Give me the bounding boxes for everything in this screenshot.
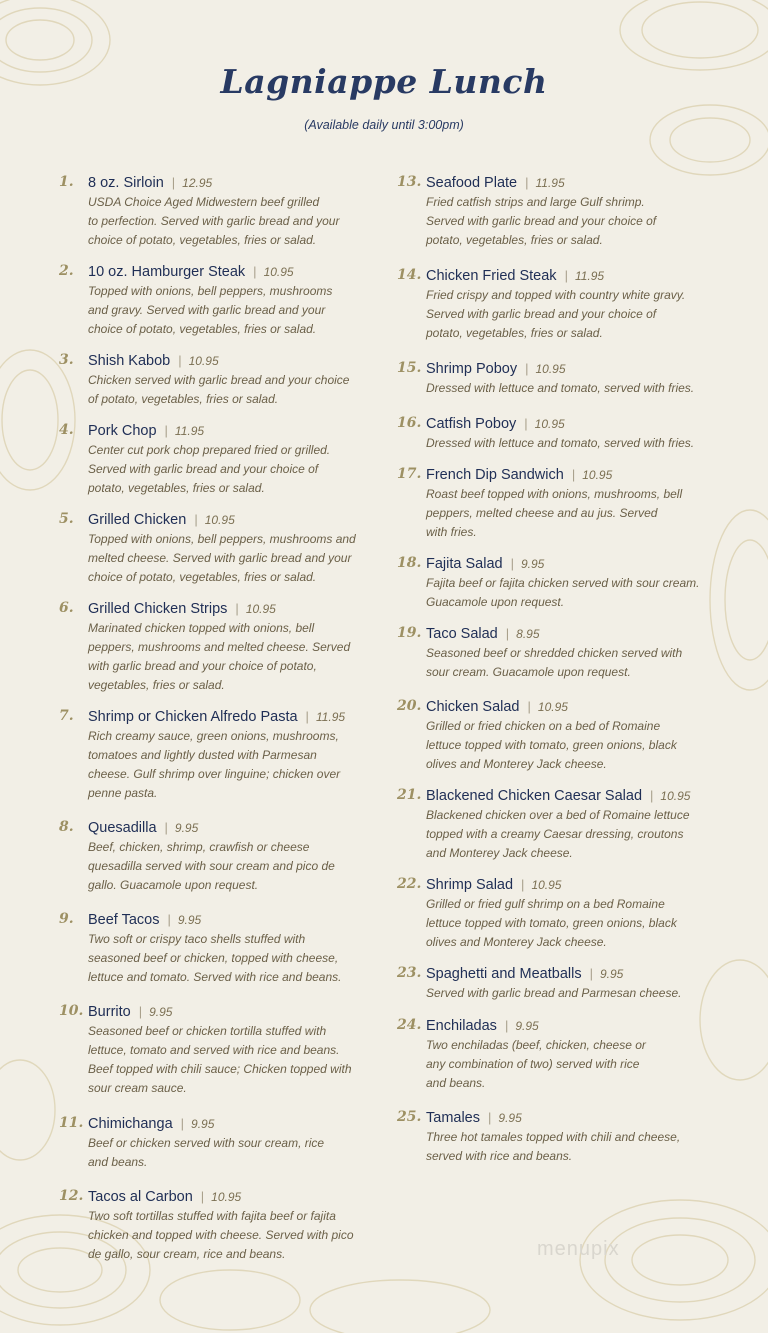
description-line: Roast beef topped with onions, mushrooms, bell: [426, 487, 683, 501]
menu-item: [397, 359, 702, 398]
description-line: USDA Choice Aged Midwestern beef grilled: [88, 195, 320, 209]
item-heading: [426, 786, 702, 806]
price-separator: |: [167, 912, 171, 927]
description-line: any combination of two) served with rice: [426, 1057, 640, 1071]
item-heading: [426, 465, 702, 485]
description-line: choice of potato, vegetables, fries or salad.: [88, 233, 317, 247]
description-line: Topped with onions, bell peppers, mushrooms: [88, 284, 333, 298]
item-heading: [88, 910, 364, 930]
item-description: [88, 727, 364, 803]
description-line: Grilled or fried chicken on a bed of Romaine: [426, 719, 661, 733]
description-line: choice of potato, vegetables, fries or salad.: [88, 322, 317, 336]
item-name: Pork Chop: [88, 423, 157, 439]
description-line: penne pasta.: [88, 786, 158, 800]
item-heading: [88, 1187, 364, 1207]
description-line: olives and Monterey Jack cheese.: [426, 935, 607, 949]
item-name: Burrito: [88, 1004, 131, 1020]
item-price: 10.95: [534, 417, 565, 431]
item-heading: [426, 554, 702, 574]
item-name: Spaghetti and Meatballs: [426, 966, 582, 982]
description-line: Center cut pork chop prepared fried or grilled.: [88, 443, 331, 457]
item-heading: [88, 707, 364, 727]
item-name: Tamales: [426, 1110, 480, 1126]
price-separator: |: [525, 175, 529, 190]
description-line: Guacamole upon request.: [426, 595, 565, 609]
item-number: 18.: [397, 555, 422, 571]
item-description: [426, 379, 702, 398]
description-line: Served with garlic bread and Parmesan cheese.: [426, 986, 682, 1000]
item-number: 25.: [397, 1109, 422, 1125]
item-name: Taco Salad: [426, 626, 498, 642]
item-heading: [88, 1114, 364, 1134]
description-line: lettuce and tomato. Served with rice and beans.: [88, 970, 342, 984]
item-price: 10.95: [531, 878, 562, 892]
item-number: 16.: [397, 415, 422, 431]
description-line: chicken and topped with cheese. Served with pico: [88, 1228, 354, 1242]
description-line: gallo. Guacamole upon request.: [88, 878, 259, 892]
description-line: Served with garlic bread and your choice of: [88, 462, 319, 476]
item-price: 9.95: [515, 1019, 539, 1033]
price-separator: |: [253, 264, 257, 279]
description-line: lettuce topped with tomato, green onions, black: [426, 738, 677, 752]
item-name: Shrimp Poboy: [426, 361, 518, 377]
item-number: 6.: [59, 600, 74, 616]
item-heading: [426, 359, 702, 379]
description-line: served with rice and beans.: [426, 1149, 573, 1163]
description-line: peppers, melted cheese and au jus. Served: [426, 506, 658, 520]
description-line: Marinated chicken topped with onions, bell: [88, 621, 315, 635]
price-separator: |: [650, 788, 654, 803]
menu-item: [397, 414, 702, 453]
menu-item: [59, 173, 364, 250]
description-line: Fajita beef or fajita chicken served with sour cream.: [426, 576, 700, 590]
price-separator: |: [504, 1018, 509, 1033]
price-separator: |: [305, 709, 309, 724]
item-heading: [88, 818, 364, 838]
item-number: 11.: [59, 1115, 84, 1131]
item-number: 5.: [59, 511, 74, 527]
item-description: [88, 282, 364, 339]
item-price: 12.95: [182, 176, 213, 190]
description-line: Two soft or crispy taco shells stuffed with: [88, 932, 306, 946]
item-heading: [88, 173, 364, 193]
description-line: melted cheese. Served with garlic bread and your: [88, 551, 352, 565]
item-name: French Dip Sandwich: [426, 467, 564, 483]
item-heading: [426, 173, 702, 193]
description-line: tomatoes and lightly dusted with Parmesan: [88, 748, 317, 762]
item-heading: [426, 875, 702, 895]
description-line: Beef, chicken, shrimp, crawfish or cheese: [88, 840, 310, 854]
item-description: [88, 619, 364, 695]
item-heading: [426, 1016, 702, 1036]
item-description: [88, 1134, 364, 1172]
item-price: 9.95: [498, 1111, 522, 1125]
item-number: 23.: [397, 965, 422, 981]
item-name: Chicken Salad: [426, 699, 520, 715]
item-price: 11.95: [315, 710, 346, 724]
price-separator: |: [194, 512, 198, 527]
menu-item: [59, 510, 364, 587]
menu-item: [397, 173, 702, 250]
item-description: [426, 193, 702, 250]
menu-item: [397, 697, 702, 774]
item-price: 10.95: [582, 468, 613, 482]
item-heading: [88, 421, 364, 441]
item-price: 9.95: [191, 1117, 215, 1131]
menu-item: [59, 599, 364, 695]
description-line: Fried catfish strips and large Gulf shrimp.: [426, 195, 645, 209]
description-line: Dressed with lettuce and tomato, served with fries.: [426, 381, 695, 395]
description-line: lettuce topped with tomato, green onions, black: [426, 916, 677, 930]
item-price: 9.95: [599, 967, 624, 981]
item-description: [88, 1207, 364, 1264]
item-name: Catfish Poboy: [426, 416, 517, 432]
price-separator: |: [525, 361, 529, 376]
item-description: [426, 485, 702, 542]
description-line: Chicken served with garlic bread and your choice: [88, 373, 350, 387]
item-description: [426, 984, 702, 1003]
item-heading: [426, 414, 702, 434]
item-name: Enchiladas: [426, 1018, 497, 1034]
item-price: 10.95: [211, 1190, 242, 1204]
item-description: [426, 286, 702, 343]
description-line: and gravy. Served with garlic bread and your: [88, 303, 326, 317]
item-heading: [88, 599, 364, 619]
description-line: seasoned beef or chicken, topped with cheese,: [88, 951, 339, 965]
menu-item: [397, 786, 702, 863]
item-number: 15.: [397, 360, 422, 376]
item-description: [426, 1036, 702, 1093]
description-line: Topped with onions, bell peppers, mushrooms and: [88, 532, 356, 546]
item-price: 9.95: [520, 557, 545, 571]
description-line: topped with a creamy Caesar dressing, croutons: [426, 827, 684, 841]
price-separator: |: [235, 601, 239, 616]
item-heading: [88, 510, 364, 530]
description-line: Rich creamy sauce, green onions, mushrooms,: [88, 729, 339, 743]
item-number: 24.: [397, 1017, 422, 1033]
item-price: 10.95: [204, 513, 235, 527]
item-heading: [88, 262, 364, 282]
description-line: Fried crispy and topped with country white gravy.: [426, 288, 686, 302]
description-line: peppers, mushrooms and melted cheese. Served: [88, 640, 351, 654]
item-name: Shrimp or Chicken Alfredo Pasta: [88, 709, 298, 725]
item-name: Grilled Chicken Strips: [88, 601, 228, 617]
description-line: lettuce, tomato and served with rice and beans.: [88, 1043, 340, 1057]
description-line: to perfection. Served with garlic bread and your: [88, 214, 340, 228]
item-number: 1.: [59, 174, 74, 190]
item-price: 10.95: [188, 354, 219, 368]
description-line: Two enchiladas (beef, chicken, cheese or: [426, 1038, 646, 1052]
item-heading: [426, 697, 702, 717]
description-line: Grilled or fried gulf shrimp on a bed Romaine: [426, 897, 665, 911]
price-separator: |: [180, 1116, 185, 1131]
price-separator: |: [527, 699, 531, 714]
price-separator: |: [571, 467, 576, 482]
item-number: 3.: [59, 352, 74, 368]
price-separator: |: [171, 175, 176, 190]
item-number: 13.: [397, 174, 422, 190]
description-line: vegetables, fries or salad.: [88, 678, 225, 692]
menu-item: [59, 262, 364, 339]
item-number: 22.: [397, 876, 422, 892]
item-number: 9.: [59, 911, 74, 927]
menu-item: [397, 554, 702, 612]
item-number: 7.: [59, 708, 74, 724]
item-description: [426, 1128, 702, 1166]
item-name: Shish Kabob: [88, 353, 171, 369]
item-description: [88, 930, 364, 987]
item-description: [426, 574, 702, 612]
item-description: [426, 895, 702, 952]
description-line: Served with garlic bread and your choice of: [426, 214, 657, 228]
item-name: 8 oz. Sirloin: [88, 175, 164, 191]
menu-item: [59, 1187, 364, 1264]
description-line: potato, vegetables, fries or salad.: [88, 481, 265, 495]
item-description: [88, 838, 364, 895]
menu-item: [59, 1002, 364, 1098]
item-description: [88, 530, 364, 587]
item-name: Seafood Plate: [426, 175, 518, 191]
item-heading: [426, 964, 702, 984]
description-line: sour cream. Guacamole upon request.: [426, 665, 631, 679]
description-line: Seasoned beef or chicken tortilla stuffed with: [88, 1024, 327, 1038]
item-description: [88, 193, 364, 250]
description-line: Blackened chicken over a bed of Romaine lettuce: [426, 808, 690, 822]
item-number: 2.: [59, 263, 74, 279]
description-line: Beef topped with chili sauce; Chicken topped with: [88, 1062, 352, 1076]
item-description: [426, 806, 702, 863]
description-line: of potato, vegetables, fries or salad.: [88, 392, 279, 406]
item-price: 10.95: [537, 700, 568, 714]
item-name: Quesadilla: [88, 820, 157, 836]
menu-item: [397, 875, 702, 952]
description-line: sour cream sauce.: [88, 1081, 187, 1095]
description-line: and beans.: [88, 1155, 148, 1169]
item-price: 9.95: [177, 913, 202, 927]
item-name: 10 oz. Hamburger Steak: [88, 264, 246, 280]
item-price: 11.95: [574, 269, 605, 283]
item-price: 10.95: [535, 362, 566, 376]
description-line: quesadilla served with sour cream and pico de: [88, 859, 335, 873]
watermark: menupix: [537, 1238, 620, 1260]
menu-item: [397, 624, 702, 682]
item-name: Tacos al Carbon: [88, 1189, 193, 1205]
price-separator: |: [589, 966, 593, 981]
price-separator: |: [488, 1110, 492, 1125]
menu-item: [59, 818, 364, 895]
description-line: with garlic bread and your choice of potato,: [88, 659, 317, 673]
price-separator: |: [564, 268, 568, 283]
menu-item: [59, 707, 364, 803]
description-line: Dressed with lettuce and tomato, served with fries.: [426, 436, 695, 450]
description-line: potato, vegetables, fries or salad.: [426, 233, 603, 247]
menu-item: [397, 1016, 702, 1093]
menu-item: [397, 964, 702, 1003]
item-description: [426, 644, 702, 682]
description-line: Three hot tamales topped with chili and cheese,: [426, 1130, 681, 1144]
item-price: 10.95: [245, 602, 276, 616]
item-name: Shrimp Salad: [426, 877, 514, 893]
price-separator: |: [524, 416, 528, 431]
item-name: Chimichanga: [88, 1116, 173, 1132]
item-price: 11.95: [535, 176, 565, 190]
description-line: potato, vegetables, fries or salad.: [426, 326, 603, 340]
description-line: Seasoned beef or shredded chicken served with: [426, 646, 683, 660]
description-line: and Monterey Jack cheese.: [426, 846, 573, 860]
description-line: Served with garlic bread and your choice of: [426, 307, 657, 321]
item-heading: [88, 351, 364, 371]
menu-item: [59, 1114, 364, 1172]
menu-item: [59, 351, 364, 409]
price-separator: |: [164, 820, 168, 835]
item-price: 10.95: [263, 265, 294, 279]
item-name: Fajita Salad: [426, 556, 503, 572]
item-description: [88, 1022, 364, 1098]
price-separator: |: [510, 556, 514, 571]
item-description: [426, 717, 702, 774]
item-number: 8.: [59, 819, 74, 835]
price-separator: |: [164, 423, 168, 438]
item-name: Chicken Fried Steak: [426, 268, 557, 284]
description-line: cheese. Gulf shrimp over linguine; chicken over: [88, 767, 341, 781]
item-price: 11.95: [174, 424, 205, 438]
menu-item: [59, 910, 364, 987]
item-number: 12.: [59, 1188, 84, 1204]
description-line: Beef or chicken served with sour cream, rice: [88, 1136, 325, 1150]
menu-item: [397, 266, 702, 343]
item-name: Blackened Chicken Caesar Salad: [426, 788, 643, 804]
description-line: choice of potato, vegetables, fries or salad.: [88, 570, 317, 584]
menu-item: [397, 465, 702, 542]
item-heading: [426, 266, 702, 286]
item-number: 14.: [397, 267, 422, 283]
description-line: Two soft tortillas stuffed with fajita beef or fajita: [88, 1209, 336, 1223]
menu-subtitle: (Available daily until 3:00pm): [304, 118, 464, 132]
item-number: 19.: [397, 625, 422, 641]
item-price: 9.95: [174, 821, 199, 835]
price-separator: |: [178, 353, 182, 368]
description-line: de gallo, sour cream, rice and beans.: [88, 1247, 286, 1261]
item-price: 8.95: [516, 627, 540, 641]
item-number: 20.: [397, 698, 422, 714]
item-price: 9.95: [149, 1005, 173, 1019]
item-number: 21.: [397, 787, 422, 803]
item-heading: [426, 624, 702, 644]
item-number: 4.: [59, 422, 74, 438]
item-number: 17.: [397, 466, 422, 482]
description-line: olives and Monterey Jack cheese.: [426, 757, 607, 771]
item-name: Beef Tacos: [88, 912, 160, 928]
item-description: [88, 371, 364, 409]
item-description: [426, 434, 702, 453]
item-number: 10.: [59, 1003, 84, 1019]
price-separator: |: [505, 626, 510, 641]
price-separator: |: [138, 1004, 143, 1019]
menu-title: Lagniappe Lunch: [220, 62, 548, 101]
item-description: [88, 441, 364, 498]
item-heading: [88, 1002, 364, 1022]
description-line: with fries.: [426, 525, 477, 539]
item-name: Grilled Chicken: [88, 512, 187, 528]
description-line: and beans.: [426, 1076, 486, 1090]
item-price: 10.95: [660, 789, 691, 803]
menu-item: [59, 421, 364, 498]
menu-item: [397, 1108, 702, 1166]
price-separator: |: [200, 1189, 205, 1204]
item-heading: [426, 1108, 702, 1128]
price-separator: |: [521, 877, 525, 892]
